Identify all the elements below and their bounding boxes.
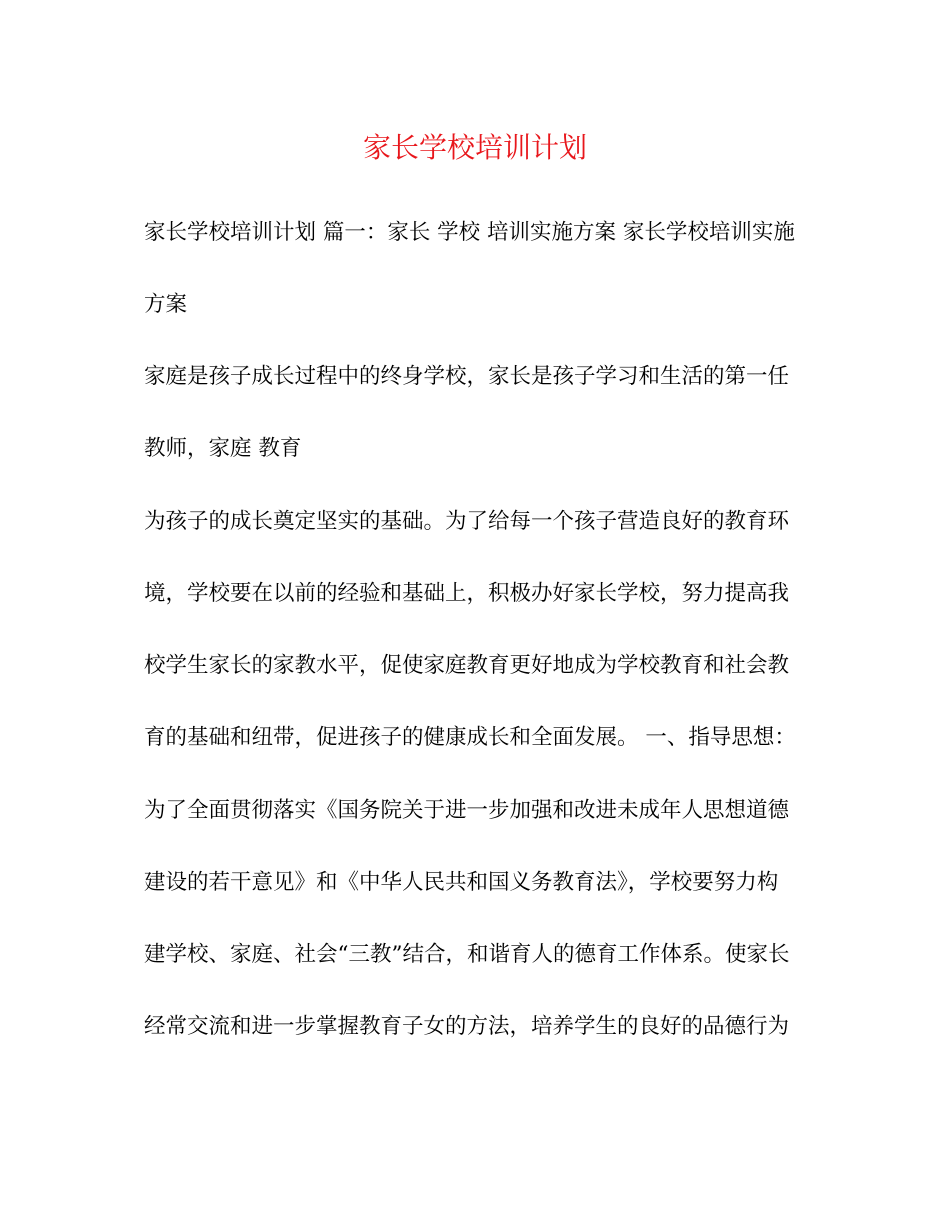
body-line: 家长学校培训计划 篇一：家长 学校 培训实施方案 家长学校培训实施 (144, 220, 795, 245)
body-line: 为孩子的成长奠定坚实的基础。为了给每一个孩子营造良好的教育环 (144, 509, 790, 534)
body-line: 育的基础和纽带，促进孩子的健康成长和全面发展。 一、指导思想： (144, 725, 796, 750)
document-title: 家长学校培训计划 (362, 131, 587, 164)
body-line: 为了全面贯彻落实《国务院关于进一步加强和改进未成年人思想道德 (144, 798, 790, 823)
body-line: 校学生家长的家教水平，促使家庭教育更好地成为学校教育和社会教 (144, 653, 790, 678)
body-line: 经常交流和进一步掌握教育子女的方法，培养学生的良好的品德行为 (144, 1014, 790, 1039)
body-line: 建设的若干意见》和《中华人民共和国义务教育法》，学校要努力构 (144, 870, 779, 895)
body-line: 教师，家庭 教育 (144, 436, 302, 461)
body-line: 方案 (144, 292, 188, 317)
body-line: 境，学校要在以前的经验和基础上，积极办好家长学校，努力提高我 (144, 581, 790, 606)
body-line: 家庭是孩子成长过程中的终身学校，家长是孩子学习和生活的第一任 (144, 364, 790, 389)
body-line: 建学校、家庭、社会“三教”结合，和谐育人的德育工作体系。使家长 (144, 942, 790, 967)
